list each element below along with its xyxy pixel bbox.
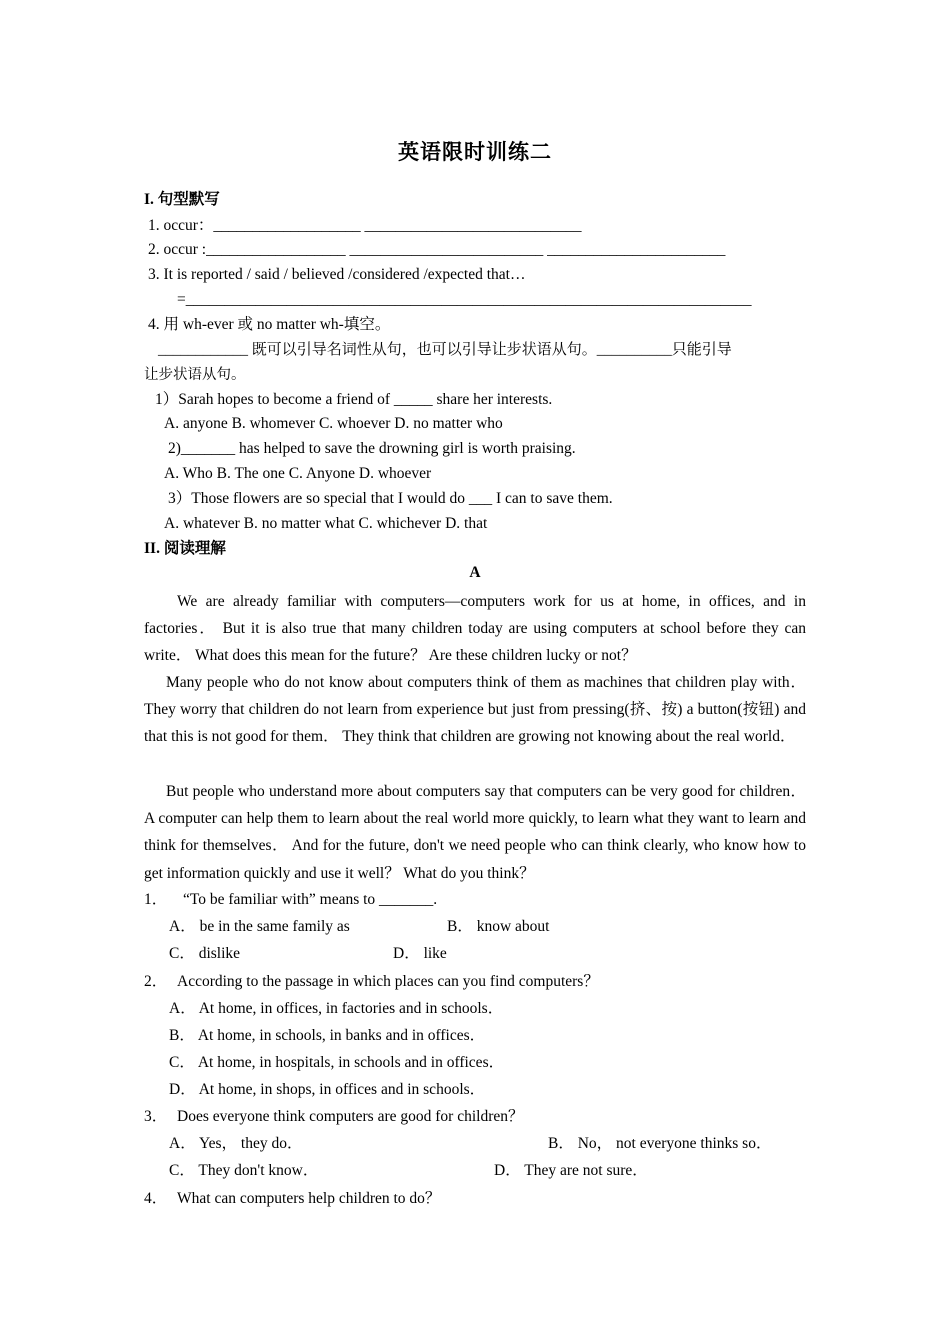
page-title: 英语限时训练二 <box>398 140 552 164</box>
question-3-stem: Does everyone think computers are good for children？ <box>177 1108 524 1125</box>
question-3-number: 3． <box>144 1108 168 1125</box>
choice-item-1-stem: 1）Sarah hopes to become a friend of _____ share her interests. <box>155 391 553 408</box>
question-2-option-a: A． At home, in offices, in factories and in schools． <box>169 1000 504 1017</box>
question-3-option-a: A． Yes， they do． <box>169 1135 303 1152</box>
question-1-option-d: D． like <box>393 945 447 962</box>
question-1-option-a: A． be in the same family as <box>169 918 350 935</box>
choice-item-1-options: A. anyone B. whomever C. whoever D. no matter who <box>164 415 503 432</box>
question-3-option-c: C． They don't know． <box>169 1162 319 1179</box>
choice-item-3-stem: 3）Those flowers are so special that I would do ___ I can to save them. <box>168 490 613 507</box>
question-3-option-d: D． They are not sure． <box>494 1162 648 1179</box>
choice-item-2-options: A. Who B. The one C. Anyone D. whoever <box>164 465 432 482</box>
fill-line-3: 3. It is reported / said / believed /considered /expected that… <box>148 266 526 283</box>
fill-line-4-desc: ____________ 既可以引导名词性从句，也可以引导让步状语从句。__________只能引导 <box>158 342 732 358</box>
passage-paragraph-2: Many people who do not know about computers think of them as machines that children play with． They worry that children do not learn from experience but just from pressing(挤、按) a button(按钮) and that this is not good for them． They think that children are growing not knowing about the real world． <box>144 674 806 746</box>
question-3-option-b: B． No， not everyone thinks so． <box>548 1135 772 1152</box>
question-4-number: 4． <box>144 1190 168 1207</box>
section-2-heading: II. 阅读理解 <box>144 540 226 557</box>
question-2-option-c: C． At home, in hospitals, in schools and in offices． <box>169 1054 505 1071</box>
fill-line-3-answer: =_________________________________________________________________________ <box>177 291 752 308</box>
question-1-stem: “To be familiar with” means to _______. <box>183 891 438 908</box>
passage-paragraph-1: We are already familiar with computers—computers work for us at home, in offices, and in factories． But it is also true that many children today are using computers at school before they can write． What does this mean for the future？ Are these children lucky or not？ <box>144 593 806 665</box>
question-1-option-b: B． know about <box>447 918 550 935</box>
question-4-stem: What can computers help children to do？ <box>177 1190 441 1207</box>
question-2-stem: According to the passage in which places can you find computers？ <box>177 973 599 990</box>
question-2-option-d: D． At home, in shops, in offices and in schools． <box>169 1081 486 1098</box>
fill-line-2: 2. occur :__________________ _________________________ _______________________ <box>148 241 726 258</box>
section-1-heading: I. 句型默写 <box>144 191 220 208</box>
fill-line-1: 1. occur：___________________ ____________________________ <box>148 217 582 234</box>
passage-paragraph-3: But people who understand more about computers say that computers can be very good for children． A computer can help them to learn about the real world more quickly, to learn what they want to learn and think for themselves． And for the future, don't we need people who can think clearly, who know how to get information quickly and use it well？ What do you think？ <box>144 783 806 882</box>
fill-line-4-desc-cont: 让步状语从句。 <box>144 367 246 383</box>
fill-line-4: 4. 用 wh-ever 或 no matter wh-填空。 <box>148 316 391 333</box>
question-2-number: 2． <box>144 973 168 990</box>
question-1-option-c: C． dislike <box>169 945 241 962</box>
choice-item-3-options: A. whatever B. no matter what C. whichever D. that <box>164 515 488 532</box>
question-1-number: 1． <box>144 891 168 908</box>
passage-label: A <box>469 564 481 581</box>
choice-item-2-stem: 2)_______ has helped to save the drowning girl is worth praising. <box>168 440 576 457</box>
question-2-option-b: B． At home, in schools, in banks and in offices． <box>169 1027 486 1044</box>
